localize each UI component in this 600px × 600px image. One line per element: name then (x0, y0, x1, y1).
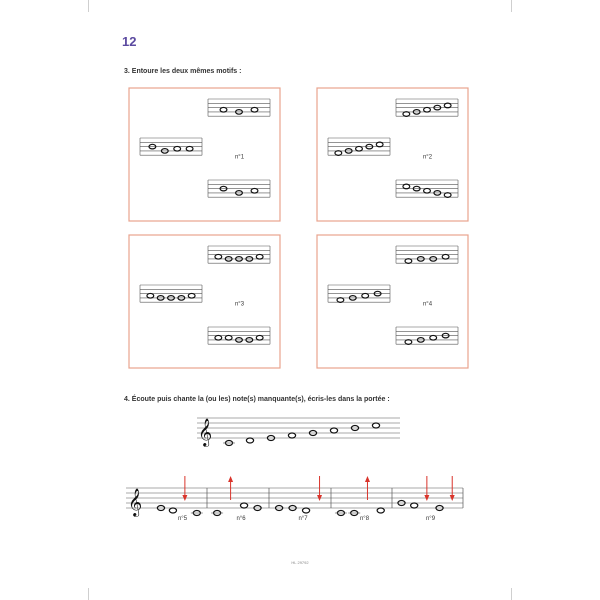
item-label: n°8 (359, 516, 370, 522)
item-label: n°7 (298, 516, 308, 522)
motif-group-label: n°1 (234, 154, 245, 161)
motif-group-label: n°4 (422, 301, 433, 308)
exercise-4-title: 4. Écoute puis chante la (ou les) note(s) manquante(s), écris-les dans la portée : (124, 396, 390, 403)
whole-note (372, 423, 379, 428)
whole-note (377, 508, 384, 513)
item-label: n°6 (236, 516, 246, 522)
whole-note (240, 503, 247, 508)
exercise-staff (126, 476, 463, 522)
whole-note (330, 428, 337, 433)
item-label: n°9 (425, 516, 436, 522)
whole-note (169, 508, 176, 513)
treble-clef-icon: 𝄞 (198, 418, 213, 446)
footer-code: HL 29792 (291, 560, 309, 565)
exercise-3-title: 3. Entoure les deux mêmes motifs : (124, 68, 242, 75)
whole-note (288, 433, 295, 438)
scale-staff (197, 418, 400, 447)
treble-clef-icon: 𝄞 (128, 488, 143, 516)
arrow-head (365, 476, 370, 482)
item-label: n°5 (177, 516, 188, 522)
whole-note (411, 503, 418, 508)
motif-group-label: n°2 (422, 154, 433, 161)
motif-group-label: n°3 (234, 301, 245, 308)
whole-note (302, 508, 309, 513)
whole-note (246, 438, 253, 443)
page-number: 12 (122, 34, 137, 49)
arrow-head (228, 476, 233, 482)
